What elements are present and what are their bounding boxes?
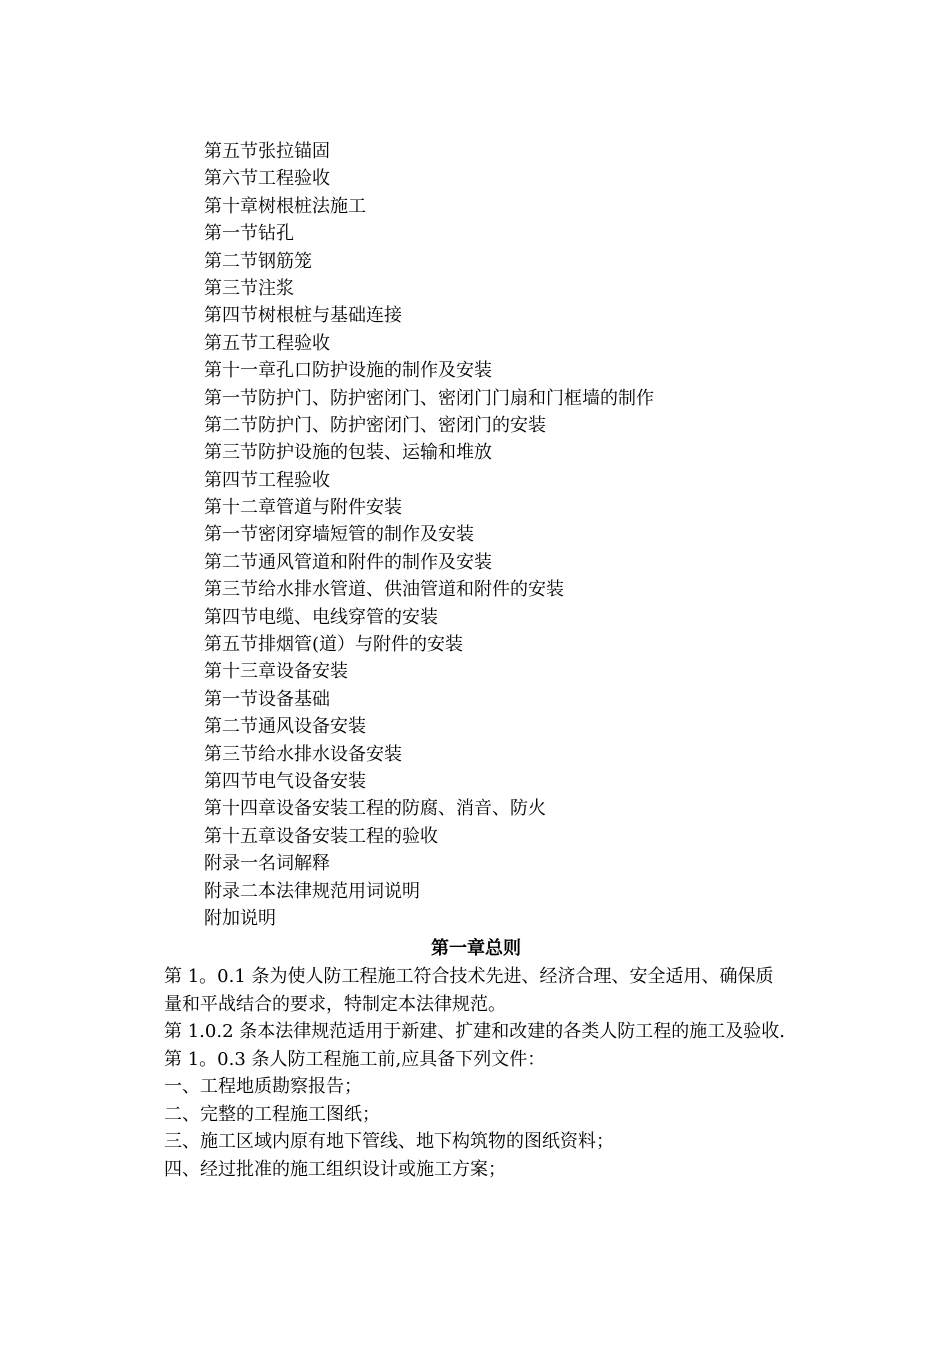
toc-item: 第一节防护门、防护密闭门、密闭门门扇和门框墙的制作 xyxy=(204,387,654,409)
toc-item: 附录二本法律规范用词说明 xyxy=(204,880,420,902)
toc-item: 第三节防护设施的包装、运输和堆放 xyxy=(204,442,492,464)
toc-item: 第一节设备基础 xyxy=(204,688,330,710)
toc-item: 第十二章管道与附件安装 xyxy=(204,497,402,519)
toc-item: 第一节密闭穿墙短管的制作及安装 xyxy=(204,524,474,546)
toc-item: 第十四章设备安装工程的防腐、消音、防火 xyxy=(204,798,546,820)
toc-item: 第二节钢筋笼 xyxy=(204,250,312,272)
toc-item: 第二节通风设备安装 xyxy=(204,716,366,738)
list-item: 四、经过批准的施工组织设计或施工方案； xyxy=(164,1158,506,1180)
toc-item: 第五节张拉锚固 xyxy=(204,141,330,162)
toc-item: 第十三章设备安装 xyxy=(204,661,348,683)
article-paragraph: 第 1.0.2 条本法律规范适用于新建、扩建和改建的各类人防工程的施工及验收. xyxy=(164,1021,785,1042)
article-paragraph: 第 1。0.3 条人防工程施工前,应具备下列文件： xyxy=(164,1048,546,1070)
toc-item: 第三节给水排水设备安装 xyxy=(204,743,402,765)
toc-item: 第四节工程验收 xyxy=(204,469,330,491)
list-item: 一、工程地质勘察报告； xyxy=(164,1076,362,1097)
toc-item: 附录一名词解释 xyxy=(204,853,330,875)
toc-item: 第二节防护门、防护密闭门、密闭门的安装 xyxy=(204,414,546,436)
toc-item: 第十一章孔口防护设施的制作及安装 xyxy=(204,360,492,382)
table-of-contents xyxy=(204,138,824,932)
toc-item: 第一节钻孔 xyxy=(204,223,294,245)
toc-item: 第五节排烟管(道）与附件的安装 xyxy=(204,634,464,656)
toc-item: 第四节电气设备安装 xyxy=(204,770,366,792)
chapter-body xyxy=(164,963,790,1183)
toc-item: 第十五章设备安装工程的验收 xyxy=(204,825,438,847)
toc-item: 第十章树根桩法施工 xyxy=(204,195,366,217)
toc-item: 第五节工程验收 xyxy=(204,332,330,354)
toc-item: 第六节工程验收 xyxy=(204,168,330,190)
toc-item: 第二节通风管道和附件的制作及安装 xyxy=(204,551,492,573)
toc-item: 第四节电缆、电线穿管的安装 xyxy=(204,606,438,628)
toc-item: 第三节给水排水管道、供油管道和附件的安装 xyxy=(204,579,564,601)
article-paragraph: 第 1。0.1 条为使人防工程施工符合技术先进、经济合理、安全适用、确保质量和平战结合的要求，特制定本法律规范。 xyxy=(164,966,774,1015)
chapter-title: 第一章总则 xyxy=(431,938,521,959)
toc-item: 第三节注浆 xyxy=(204,277,294,299)
toc-item: 附加说明 xyxy=(204,907,276,929)
toc-item: 第四节树根桩与基础连接 xyxy=(204,305,402,327)
list-item: 三、施工区域内原有地下管线、地下构筑物的图纸资料； xyxy=(164,1131,614,1152)
list-item: 二、完整的工程施工图纸； xyxy=(164,1103,380,1125)
